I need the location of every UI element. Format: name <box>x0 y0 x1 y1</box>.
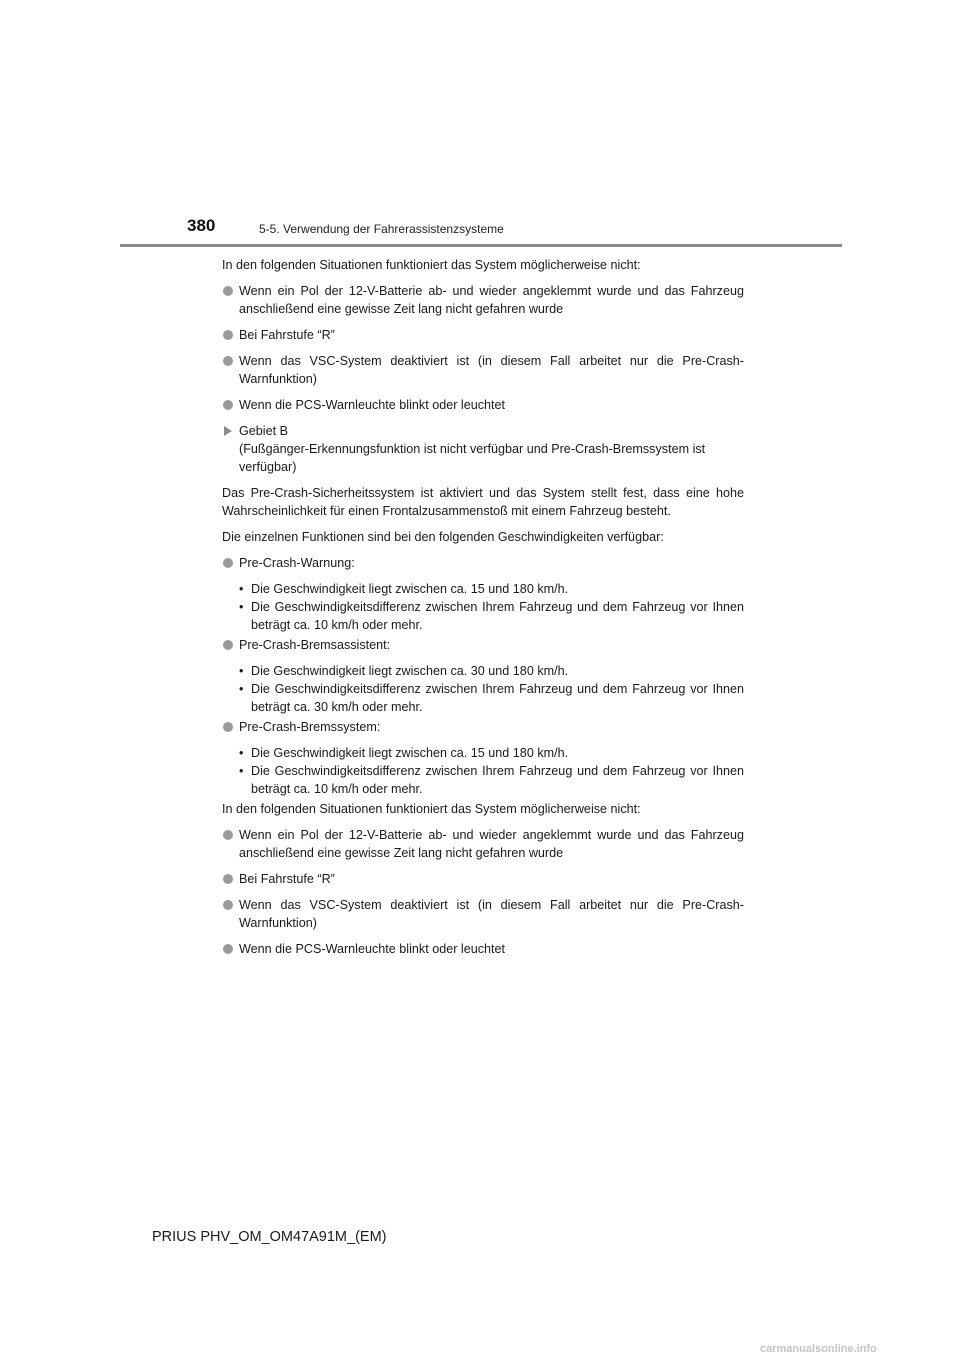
list-item <box>222 940 744 958</box>
condition-text: Die Geschwindigkeitsdifferenz zwischen Ihrem Fahrzeug und dem Fahrzeug vor Ihnen beträgt ca. 30 km/h oder mehr. <box>251 682 744 714</box>
function-name: Pre-Crash-Bremsassistent: <box>239 638 391 652</box>
sub-bullet-icon: • <box>239 682 244 696</box>
condition-item <box>239 744 744 762</box>
sub-bullet-icon: • <box>239 664 244 678</box>
list-item <box>222 870 744 888</box>
list-item-text: Wenn die PCS-Warnleuchte blinkt oder leuchtet <box>239 942 506 956</box>
bullet-dot-icon <box>223 900 233 910</box>
sub-bullet-icon: • <box>239 746 244 760</box>
bullet-dot-icon <box>223 722 233 732</box>
section-title: 5-5. Verwendung der Fahrerassistenzsysteme <box>259 222 504 236</box>
condition-item <box>239 662 744 680</box>
condition-text: Die Geschwindigkeit liegt zwischen ca. 15 und 180 km/h. <box>251 746 569 760</box>
list-item <box>222 396 744 414</box>
bullet-dot-icon <box>223 330 233 340</box>
header-divider <box>120 244 842 247</box>
page-number: 380 <box>187 216 216 235</box>
function-name: Pre-Crash-Warnung: <box>239 556 355 570</box>
bullet-dot-icon <box>223 830 233 840</box>
sub-bullet-icon: • <box>239 764 244 778</box>
list-item-text: Wenn das VSC-System deaktiviert ist (in diesem Fall arbeitet nur die Pre-Crash-Warnfunktion) <box>239 354 744 386</box>
list-item-text: Bei Fahrstufe “R” <box>239 872 335 886</box>
function-conditions <box>222 744 744 798</box>
list-item-text: Wenn ein Pol der 12-V-Batterie ab- und wieder angeklemmt wurde und das Fahrzeug anschließend eine gewisse Zeit lang nicht gefahren wurde <box>239 828 744 860</box>
function-item <box>222 718 744 736</box>
list-item <box>222 282 744 318</box>
intro-paragraph-2: In den folgenden Situationen funktioniert das System möglicherweise nicht: <box>222 802 641 816</box>
function-conditions <box>222 662 744 716</box>
function-name: Pre-Crash-Bremssystem: <box>239 720 381 734</box>
condition-item <box>239 598 744 634</box>
list-item-text: Bei Fahrstufe “R” <box>239 328 335 342</box>
function-item <box>222 554 744 572</box>
list-item <box>222 352 744 388</box>
speeds-paragraph: Die einzelnen Funktionen sind bei den folgenden Geschwindigkeiten verfügbar: <box>222 530 664 544</box>
condition-item <box>239 762 744 798</box>
list-item-text: Wenn das VSC-System deaktiviert ist (in diesem Fall arbeitet nur die Pre-Crash-Warnfunktion) <box>239 898 744 930</box>
area-heading: Gebiet B <box>239 424 289 438</box>
arrow-right-icon <box>224 426 232 436</box>
condition-text: Die Geschwindigkeitsdifferenz zwischen Ihrem Fahrzeug und dem Fahrzeug vor Ihnen beträgt ca. 10 km/h oder mehr. <box>251 764 744 796</box>
page-content <box>222 256 744 966</box>
condition-text: Die Geschwindigkeit liegt zwischen ca. 30 und 180 km/h. <box>251 664 569 678</box>
function-conditions <box>222 580 744 634</box>
bullet-dot-icon <box>223 944 233 954</box>
list-item-text: Wenn ein Pol der 12-V-Batterie ab- und wieder angeklemmt wurde und das Fahrzeug anschließend eine gewisse Zeit lang nicht gefahren wurde <box>239 284 744 316</box>
bullet-dot-icon <box>223 286 233 296</box>
condition-item <box>239 680 744 716</box>
condition-text: Die Geschwindigkeitsdifferenz zwischen Ihrem Fahrzeug und dem Fahrzeug vor Ihnen beträgt ca. 10 km/h oder mehr. <box>251 600 744 632</box>
watermark: carmanualsonline.info <box>760 1343 877 1355</box>
bullet-dot-icon <box>223 640 233 650</box>
bullet-dot-icon <box>223 874 233 884</box>
area-heading-block <box>222 422 744 476</box>
list-item <box>222 326 744 344</box>
sub-bullet-icon: • <box>239 600 244 614</box>
bullet-dot-icon <box>223 356 233 366</box>
list-item <box>222 826 744 862</box>
list-item <box>222 896 744 932</box>
activation-paragraph: Das Pre-Crash-Sicherheitssystem ist aktiviert und das System stellt fest, dass eine hohe Wahrscheinlichkeit für einen Frontalzusammenstoß mit einem Fahrzeug besteht. <box>222 486 744 518</box>
document-code: PRIUS PHV_OM_OM47A91M_(EM) <box>152 1229 387 1245</box>
condition-item <box>239 580 744 598</box>
list-item-text: Wenn die PCS-Warnleuchte blinkt oder leuchtet <box>239 398 506 412</box>
condition-text: Die Geschwindigkeit liegt zwischen ca. 15 und 180 km/h. <box>251 582 569 596</box>
area-subheading: (Fußgänger-Erkennungsfunktion ist nicht verfügbar und Pre-Crash-Bremssystem ist verfügbar) <box>239 442 706 474</box>
bullet-dot-icon <box>223 558 233 568</box>
bullet-dot-icon <box>223 400 233 410</box>
function-item <box>222 636 744 654</box>
sub-bullet-icon: • <box>239 582 244 596</box>
intro-paragraph-1: In den folgenden Situationen funktioniert das System möglicherweise nicht: <box>222 258 641 272</box>
